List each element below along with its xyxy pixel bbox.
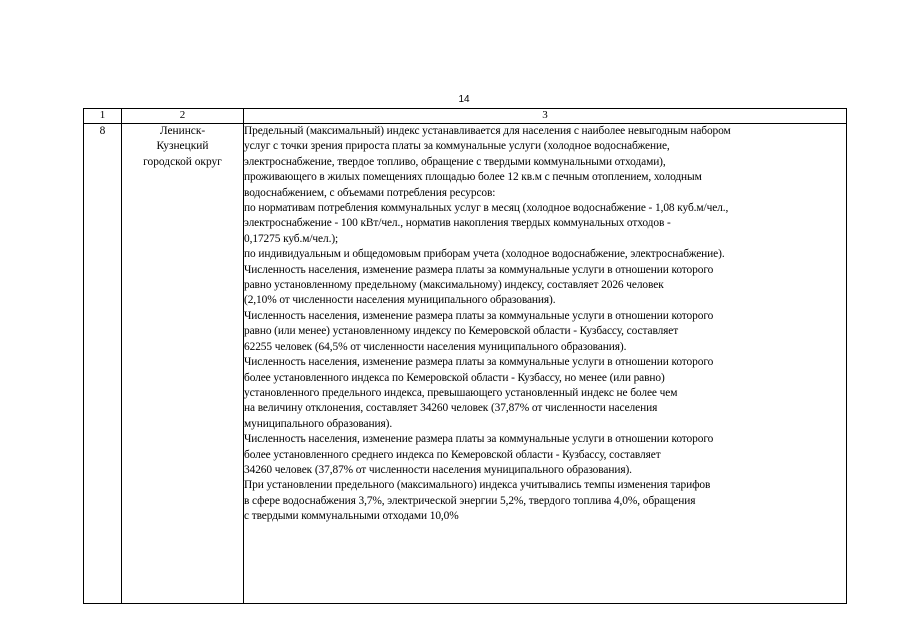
table-header-row [84, 109, 847, 124]
municipality-name-line: Ленинск- [159, 125, 206, 137]
description-line: 34260 человек (37,87% от численности населения муниципального образования). [244, 463, 632, 476]
page-number: 14 [458, 94, 470, 105]
municipality-name-cell [122, 124, 244, 604]
description-line: (2,10% от численности населения муниципального образования). [244, 294, 556, 307]
description-line: 62255 человек (64,5% от численности населения муниципального образования). [244, 340, 627, 353]
description-line: равно (или менее) установленному индексу по Кемеровской области - Кузбассу, составляет [244, 325, 679, 338]
municipality-name-line: Кузнецкий [156, 140, 209, 153]
municipality-name-line: городской округ [143, 155, 222, 168]
description-line: Численность населения, изменение размера платы за коммунальные услуги в отношении которого [244, 263, 714, 276]
description-line: Численность населения, изменение размера платы за коммунальные услуги в отношении которого [244, 433, 714, 446]
description-line: муниципального образования). [244, 417, 393, 430]
description-line: более установленного среднего индекса по Кемеровской области - Кузбассу, составляет [244, 448, 661, 461]
description-line: в сфере водоснабжения 3,7%, электрической энергии 5,2%, твердого топлива 4,0%, обращения [244, 494, 696, 507]
description-line: Численность населения, изменение размера платы за коммунальные услуги в отношении которого [244, 309, 714, 322]
description-line: услуг с точки зрения прироста платы за коммунальные услуги (холодное водоснабжение, [244, 140, 670, 153]
description-line: с твердыми коммунальными отходами 10,0% [244, 510, 459, 523]
column-header-2: 2 [122, 109, 244, 124]
description-line: по нормативам потребления коммунальных услуг в месяц (холодное водоснабжение - 1,08 куб.м/чел., [244, 202, 729, 215]
description-line: более установленного индекса по Кемеровской области - Кузбассу, но менее (или равно) [244, 371, 665, 384]
table-row [84, 124, 847, 604]
tariff-index-table [83, 108, 847, 604]
description-cell [244, 124, 847, 604]
description-line: равно установленному предельному (максимальному) индексу, составляет 2026 человек [244, 279, 664, 292]
column-header-1: 1 [84, 109, 122, 124]
description-line: проживающего в жилых помещениях площадью более 12 кв.м с печным отоплением, холодным [244, 171, 702, 184]
description-line: Предельный (максимальный) индекс устанавливается для населения с наиболее невыгодным набором [244, 125, 731, 137]
description-line: электроснабжение - 100 кВт/чел., норматив накопления твердых коммунальных отходов - [244, 217, 671, 230]
description-line: Численность населения, изменение размера платы за коммунальные услуги в отношении которого [244, 356, 714, 369]
description-line: по индивидуальным и общедомовым приборам учета (холодное водоснабжение, электроснабжение). [244, 248, 725, 261]
description-line: водоснабжением, с объемами потребления ресурсов: [244, 186, 496, 199]
row-number-cell: 8 [84, 124, 122, 604]
description-line: электроснабжение, твердое топливо, обращение с твердыми коммунальными отходами), [244, 155, 666, 168]
description-line: При установлении предельного (максимального) индекса учитывались темпы изменения тарифов [244, 479, 711, 492]
description-line: установленного предельного индекса, превышающего установленный индекс не более чем [244, 386, 678, 399]
description-line: 0,17275 куб.м/чел.); [244, 232, 339, 245]
column-header-3: 3 [244, 109, 847, 124]
description-line: на величину отклонения, составляет 34260 человек (37,87% от численности населения [244, 402, 658, 415]
